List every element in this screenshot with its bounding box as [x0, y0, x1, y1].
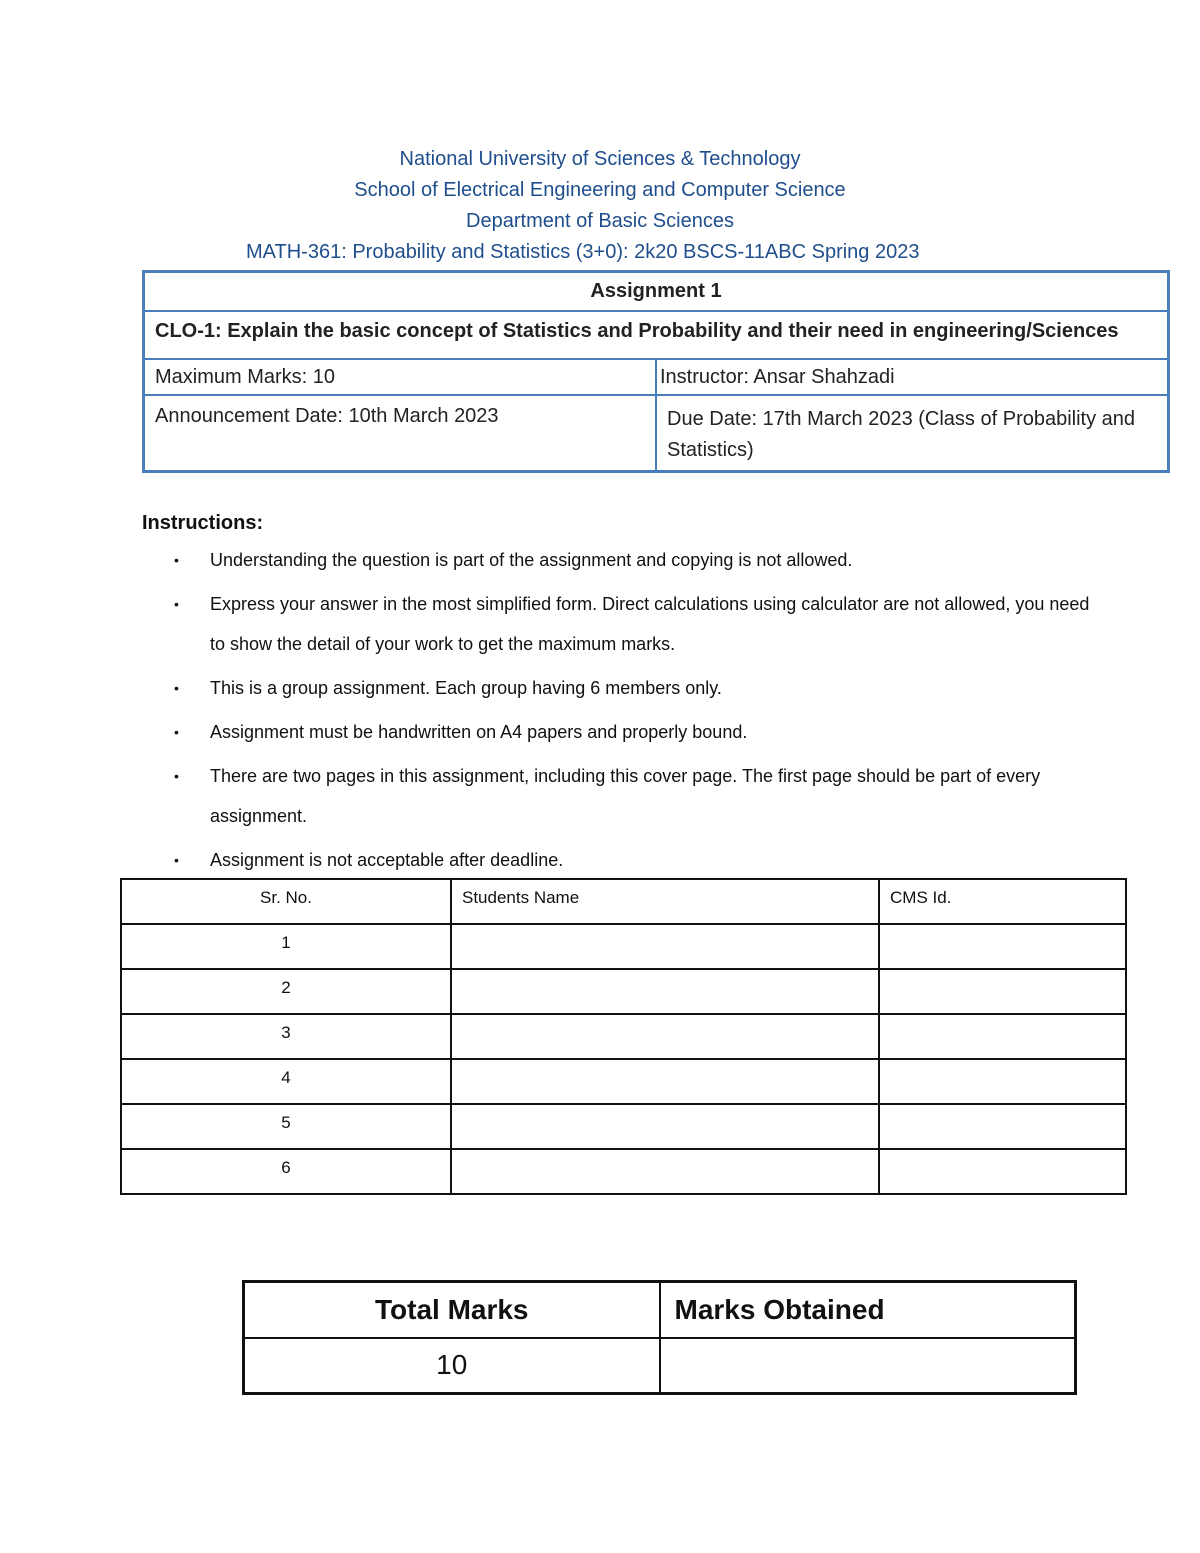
cms-cell[interactable]	[879, 1104, 1126, 1149]
department-name: Department of Basic Sciences	[466, 210, 734, 232]
sr-cell: 3	[121, 1014, 451, 1059]
sr-cell: 1	[121, 924, 451, 969]
marks-obtained-value[interactable]	[660, 1338, 1076, 1394]
clo-statement: CLO-1: Explain the basic concept of Statistics and Probability and their need in engineering/Sciences	[144, 311, 1169, 359]
name-cell[interactable]	[451, 924, 879, 969]
list-item	[142, 712, 1102, 752]
total-marks-label: Total Marks	[244, 1282, 660, 1338]
name-cell[interactable]	[451, 1149, 879, 1194]
list-item	[142, 540, 1102, 580]
table-row	[121, 969, 1126, 1014]
table-header-row	[121, 879, 1126, 924]
sr-cell: 2	[121, 969, 451, 1014]
course-title: MATH-361: Probability and Statistics (3+0): 2k20 BSCS-11ABC Spring 2023	[246, 241, 920, 263]
total-marks-value: 10	[244, 1338, 660, 1394]
bullet-icon: •	[174, 552, 179, 568]
assignment-info-table	[142, 270, 1170, 473]
list-item	[142, 668, 1102, 708]
table-row	[121, 1104, 1126, 1149]
table-row	[121, 1014, 1126, 1059]
list-item	[142, 584, 1102, 664]
instruction-text: Assignment is not acceptable after deadline.	[210, 850, 564, 870]
bullet-icon: •	[174, 596, 179, 612]
instruction-text: Assignment must be handwritten on A4 papers and properly bound.	[210, 722, 748, 742]
cms-cell[interactable]	[879, 969, 1126, 1014]
sr-cell: 6	[121, 1149, 451, 1194]
instruction-text: Express your answer in the most simplified form. Direct calculations using calculator are not allowed, you need to show the detail of your work to get the maximum marks.	[210, 594, 1090, 654]
school-name: School of Electrical Engineering and Computer Science	[354, 179, 846, 201]
bullet-icon: •	[174, 768, 179, 784]
list-item	[142, 756, 1102, 836]
table-row	[121, 1149, 1126, 1194]
students-table	[120, 878, 1127, 1195]
name-cell[interactable]	[451, 1059, 879, 1104]
cms-cell[interactable]	[879, 924, 1126, 969]
bullet-icon: •	[174, 852, 179, 868]
name-cell[interactable]	[451, 969, 879, 1014]
cms-cell[interactable]	[879, 1014, 1126, 1059]
table-row	[121, 1059, 1126, 1104]
table-row	[121, 924, 1126, 969]
university-name: National University of Sciences & Technology	[399, 148, 801, 170]
list-item	[142, 840, 1102, 880]
sr-cell: 5	[121, 1104, 451, 1149]
instruction-text: There are two pages in this assignment, including this cover page. The first page should be part of every assignment.	[210, 766, 1041, 826]
due-date: Due Date: 17th March 2023 (Class of Probability and Statistics)	[656, 395, 1169, 472]
header-student-name: Students Name	[451, 879, 879, 924]
name-cell[interactable]	[451, 1104, 879, 1149]
maximum-marks: Maximum Marks: 10	[144, 359, 657, 395]
header-cms-id: CMS Id.	[879, 879, 1126, 924]
instruction-text: Understanding the question is part of the assignment and copying is not allowed.	[210, 550, 853, 570]
assignment-title: Assignment 1	[144, 272, 1169, 312]
bullet-icon: •	[174, 680, 179, 696]
instructor-name: Instructor: Ansar Shahzadi	[656, 359, 1169, 395]
sr-cell: 4	[121, 1059, 451, 1104]
marks-obtained-label: Marks Obtained	[660, 1282, 1076, 1338]
instructions-list	[142, 540, 1102, 884]
instruction-text: This is a group assignment. Each group having 6 members only.	[210, 678, 722, 698]
cms-cell[interactable]	[879, 1149, 1126, 1194]
name-cell[interactable]	[451, 1014, 879, 1059]
instructions-heading: Instructions:	[142, 512, 264, 534]
cms-cell[interactable]	[879, 1059, 1126, 1104]
bullet-icon: •	[174, 724, 179, 740]
marks-table	[242, 1280, 1077, 1395]
announcement-date: Announcement Date: 10th March 2023	[144, 395, 657, 472]
header-sr-no: Sr. No.	[121, 879, 451, 924]
